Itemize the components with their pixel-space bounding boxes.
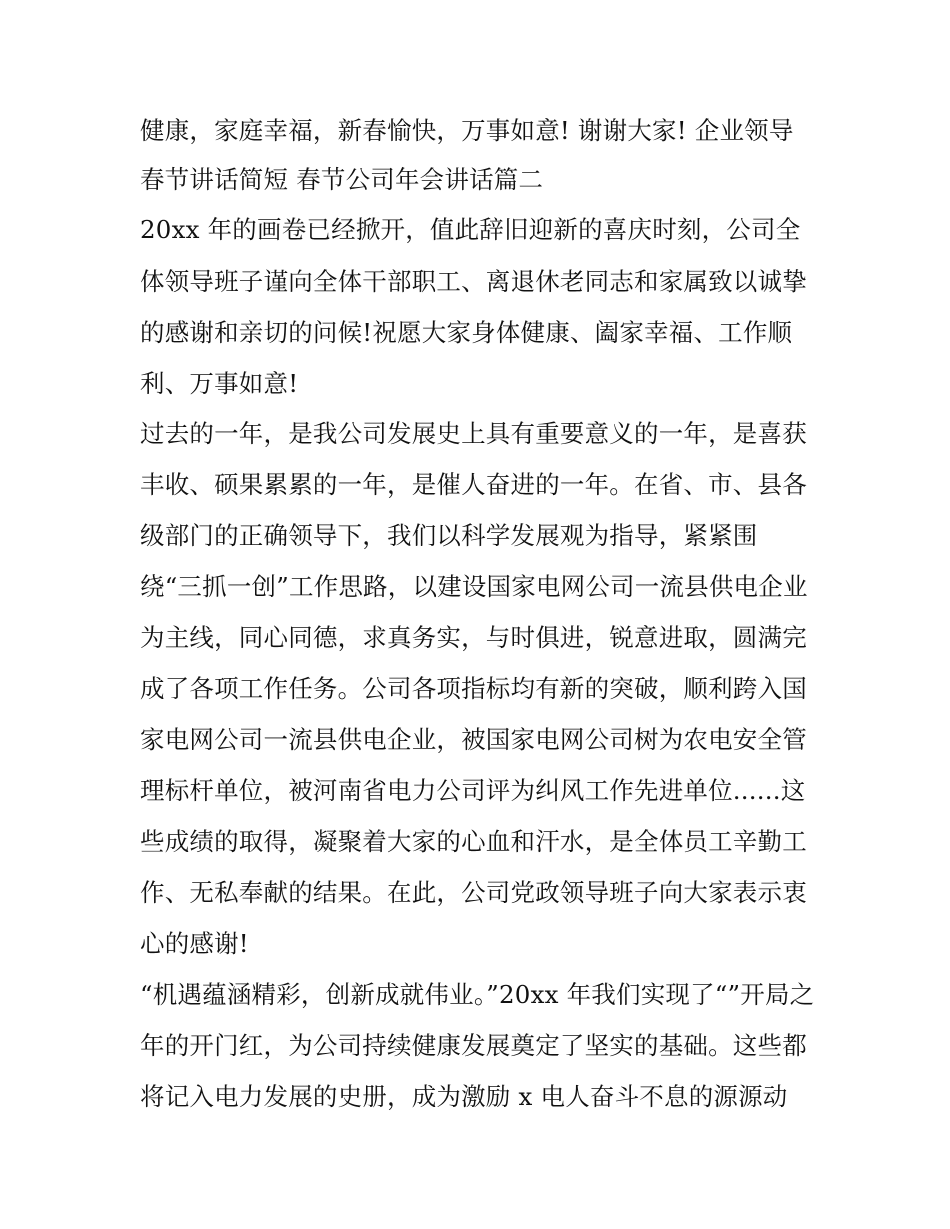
text-line-16: 作、无私奉献的结果。在此，公司党政领导班子向大家表示衷 xyxy=(140,878,807,907)
text-line-10: 绕“三抓一创”工作思路，以建设国家电网公司一流县供电企业 xyxy=(140,572,808,601)
text-line-11: 为主线，同心同德，求真务实，与时俱进，锐意进取，圆满完 xyxy=(140,623,807,652)
text-line-14: 理标杆单位，被河南省电力公司评为纠风工作先进单位......这 xyxy=(140,776,806,805)
text-line-12: 成了各项工作任务。公司各项指标均有新的突破，顺利跨入国 xyxy=(140,674,807,703)
text-line-18: “机遇蕴涵精彩，创新成就伟业。”20xx 年我们实现了“”开局之 xyxy=(140,980,815,1009)
text-line-7: 过去的一年，是我公司发展史上具有重要意义的一年，是喜获 xyxy=(140,419,807,448)
text-line-20: 将记入电力发展的史册，成为激励 x 电人奋斗不息的源源动 xyxy=(140,1082,788,1111)
text-line-5: 的感谢和亲切的问候!祝愿大家身体健康、阖家幸福、工作顺 xyxy=(140,318,793,347)
text-line-13: 家电网公司一流县供电企业，被国家电网公司树为农电安全管 xyxy=(140,725,807,754)
text-line-6: 利、万事如意! xyxy=(140,369,299,398)
text-line-1: 健康，家庭幸福，新春愉快，万事如意! 谢谢大家! 企业领导 xyxy=(140,116,794,145)
text-line-2: 春节讲话简短 春节公司年会讲话篇二 xyxy=(140,165,544,194)
text-line-4: 体领导班子谨向全体干部职工、离退休老同志和家属致以诚挚 xyxy=(140,267,807,296)
text-line-17: 心的感谢! xyxy=(140,929,249,958)
text-line-3: 20xx 年的画卷已经掀开，值此辞旧迎新的喜庆时刻，公司全 xyxy=(140,215,801,244)
text-line-9: 级部门的正确领导下，我们以科学发展观为指导，紧紧围 xyxy=(140,521,758,550)
text-line-19: 年的开门红，为公司持续健康发展奠定了坚实的基础。这些都 xyxy=(140,1031,807,1060)
text-line-15: 些成绩的取得，凝聚着大家的心血和汗水，是全体员工辛勤工 xyxy=(140,827,807,856)
text-line-8: 丰收、硕果累累的一年，是催人奋进的一年。在省、市、县各 xyxy=(140,470,807,499)
